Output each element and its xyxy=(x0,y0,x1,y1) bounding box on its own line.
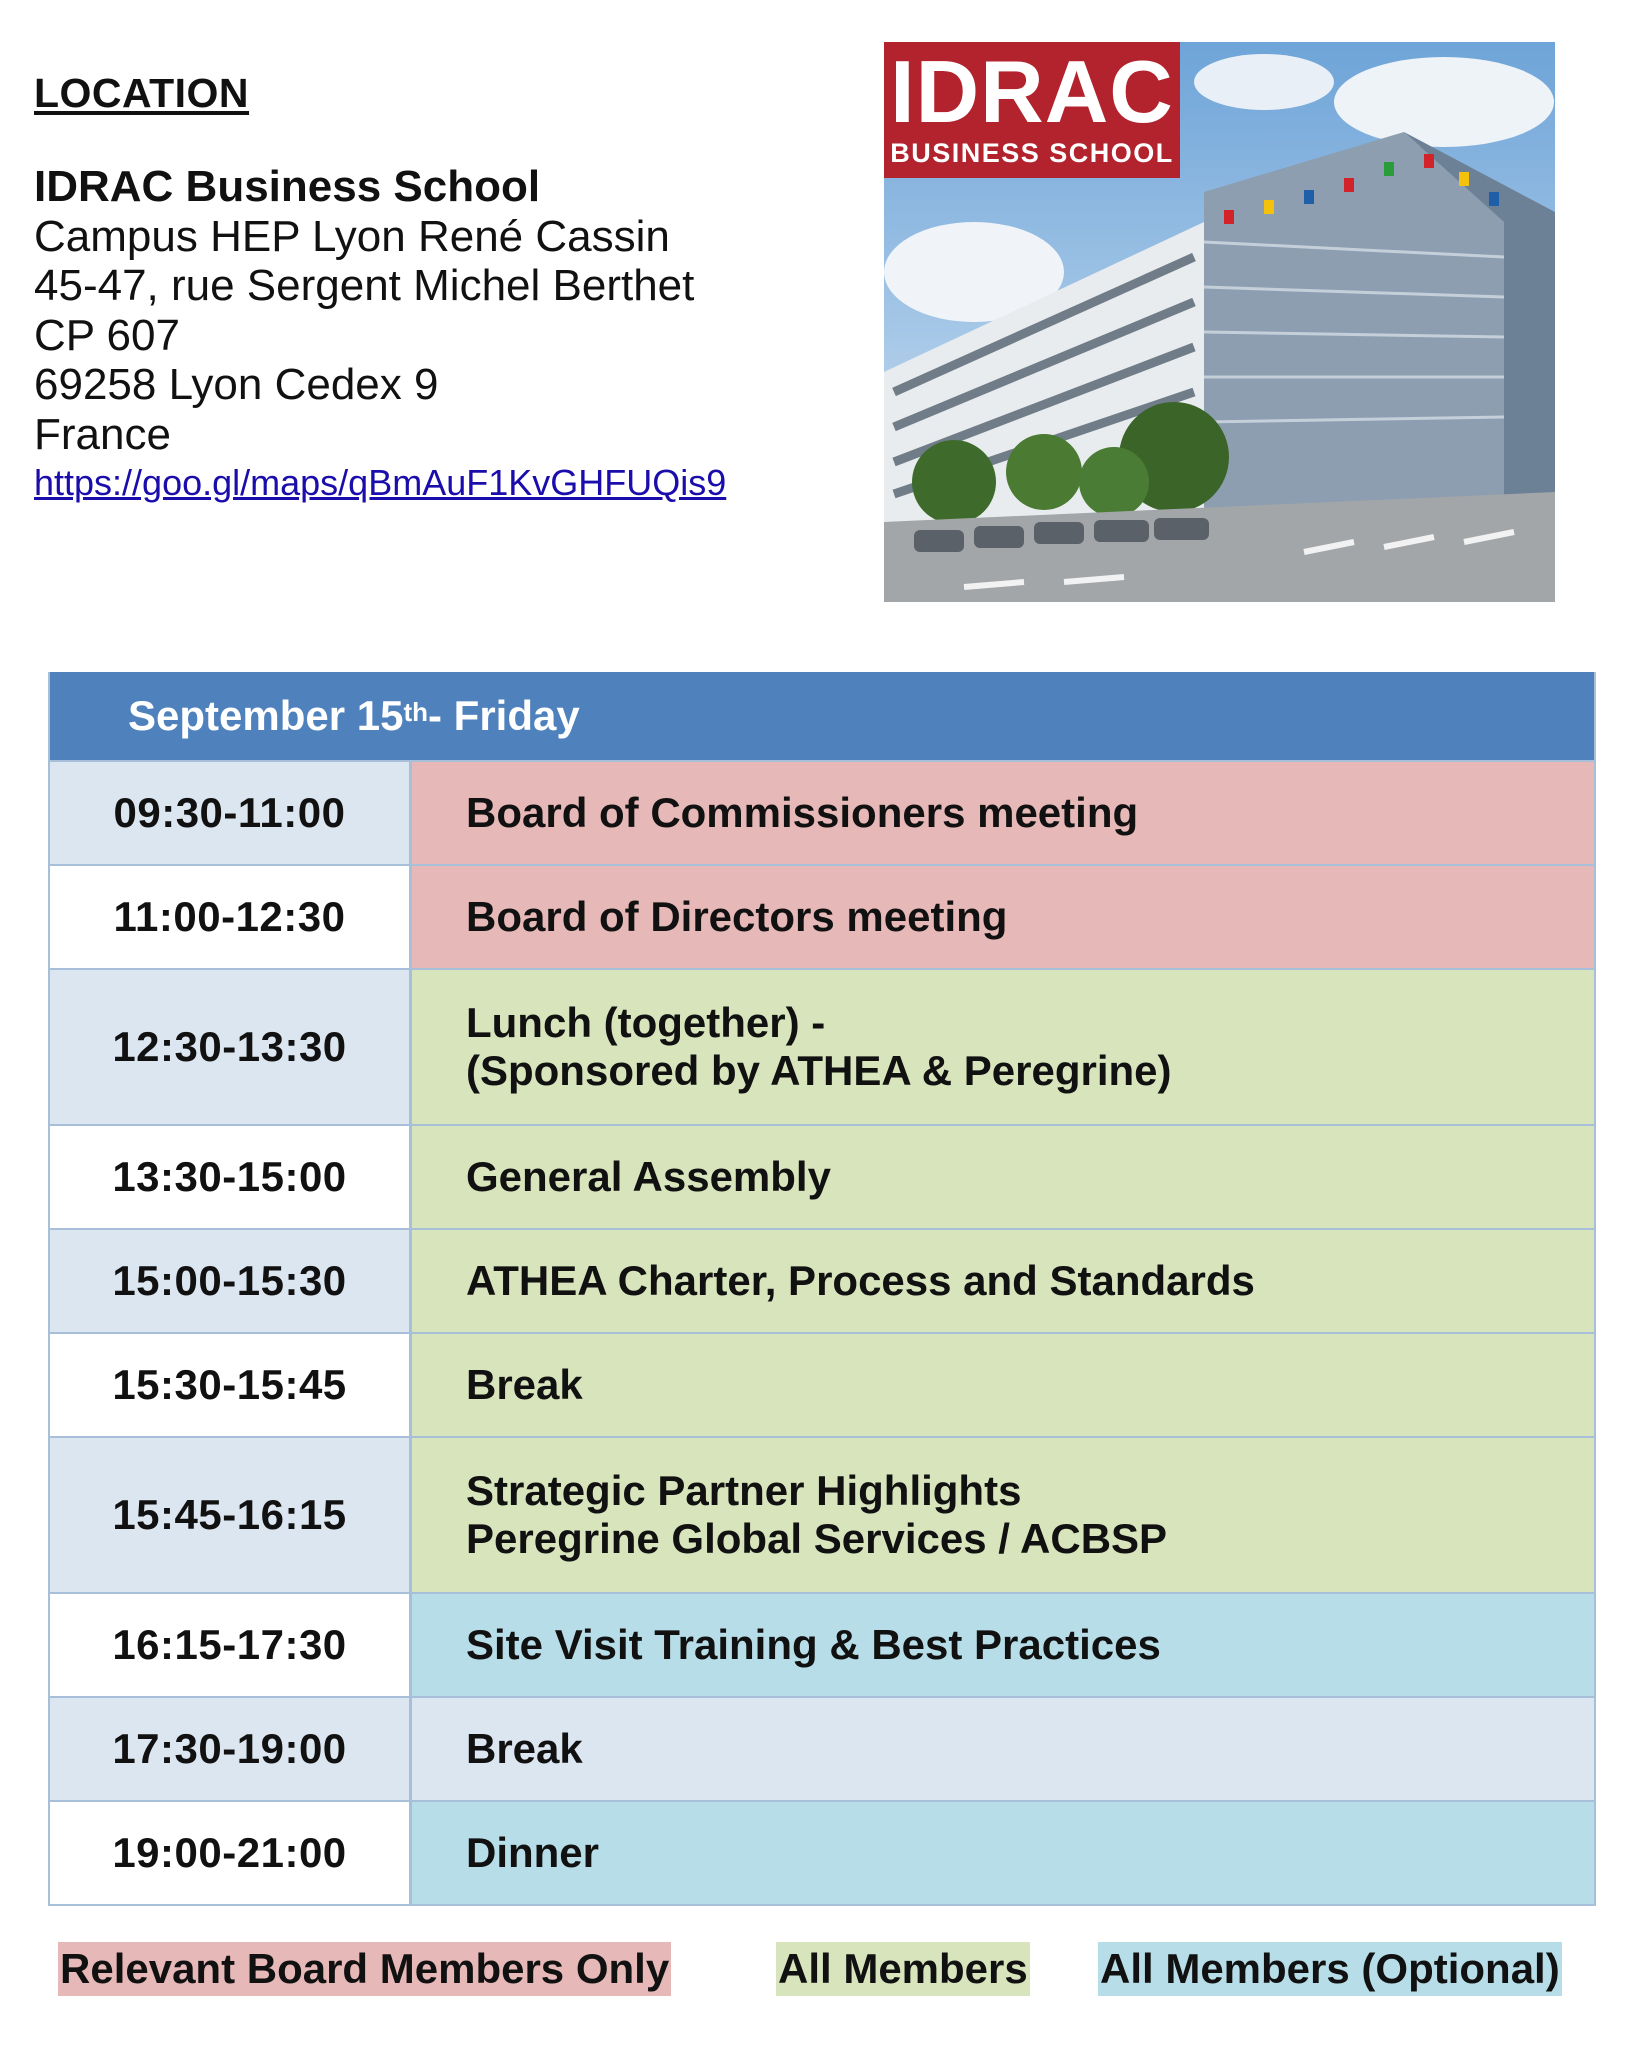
event-cell xyxy=(412,1802,1594,1904)
schedule-row xyxy=(50,1332,1594,1436)
event-text: Peregrine Global Services / ACBSP xyxy=(466,1515,1168,1562)
address-line: 45-47, rue Sergent Michel Berthet xyxy=(34,261,695,310)
header-date: September 15 xyxy=(128,692,404,739)
schedule-row xyxy=(50,1696,1594,1800)
schedule-row xyxy=(50,1228,1594,1332)
event-cell xyxy=(412,1230,1594,1332)
event-text: Break xyxy=(466,1725,583,1772)
address-line: 69258 Lyon Cedex 9 xyxy=(34,360,439,409)
legend-all-members: All Members xyxy=(776,1942,1030,1996)
event-cell xyxy=(412,1438,1594,1592)
legend-all-members-optional: All Members (Optional) xyxy=(1098,1942,1562,1996)
time-cell: 15:00-15:30 xyxy=(50,1230,412,1332)
event-text: ATHEA Charter, Process and Standards xyxy=(466,1257,1255,1304)
logo-tagline: BUSINESS SCHOOL xyxy=(890,138,1174,168)
schedule-row xyxy=(50,1124,1594,1228)
schedule-row xyxy=(50,968,1594,1124)
event-cell xyxy=(412,1698,1594,1800)
time-cell: 15:30-15:45 xyxy=(50,1334,412,1436)
event-cell xyxy=(412,1126,1594,1228)
address-block xyxy=(34,162,694,459)
school-name: IDRAC Business School xyxy=(34,162,541,211)
event-text: Strategic Partner Highlights xyxy=(466,1467,1022,1514)
time-cell: 09:30-11:00 xyxy=(50,762,412,864)
time-cell: 17:30-19:00 xyxy=(50,1698,412,1800)
event-text: Board of Directors meeting xyxy=(466,893,1008,940)
address-line: Campus HEP Lyon René Cassin xyxy=(34,211,670,261)
logo-wordmark: IDRAC xyxy=(890,42,1174,141)
time-cell: 16:15-17:30 xyxy=(50,1594,412,1696)
header-weekday: - Friday xyxy=(428,692,580,739)
legend-board-members: Relevant Board Members Only xyxy=(58,1942,671,1996)
schedule-row xyxy=(50,864,1594,968)
schedule-row xyxy=(50,1800,1594,1904)
event-text: General Assembly xyxy=(466,1153,831,1200)
time-cell: 11:00-12:30 xyxy=(50,866,412,968)
event-text: Dinner xyxy=(466,1829,600,1876)
event-cell xyxy=(412,970,1594,1124)
address-line: CP 607 xyxy=(34,310,180,360)
header-date-suffix: th xyxy=(403,696,429,727)
time-cell: 12:30-13:30 xyxy=(50,970,412,1124)
event-text: Break xyxy=(466,1361,583,1408)
event-text: (Sponsored by ATHEA & Peregrine) xyxy=(466,1047,1172,1094)
time-cell: 19:00-21:00 xyxy=(50,1802,412,1904)
event-text: Board of Commissioners meeting xyxy=(466,789,1139,836)
schedule-table xyxy=(48,672,1596,1906)
campus-photo xyxy=(884,42,1555,602)
location-heading: LOCATION xyxy=(34,70,250,116)
time-cell: 15:45-16:15 xyxy=(50,1438,412,1592)
event-cell xyxy=(412,1334,1594,1436)
event-text: Lunch (together) - xyxy=(466,999,826,1046)
schedule-row xyxy=(50,1592,1594,1696)
idrac-logo xyxy=(884,42,1180,178)
schedule-row xyxy=(50,760,1594,864)
schedule-header xyxy=(50,672,1594,760)
event-text: Site Visit Training & Best Practices xyxy=(466,1621,1161,1668)
event-cell xyxy=(412,866,1594,968)
time-cell: 13:30-15:00 xyxy=(50,1126,412,1228)
event-cell xyxy=(412,1594,1594,1696)
event-cell xyxy=(412,762,1594,864)
address-line: France xyxy=(34,409,171,459)
map-link[interactable]: https://goo.gl/maps/qBmAuF1KvGHFUQis9 xyxy=(34,462,727,503)
schedule-row xyxy=(50,1436,1594,1592)
